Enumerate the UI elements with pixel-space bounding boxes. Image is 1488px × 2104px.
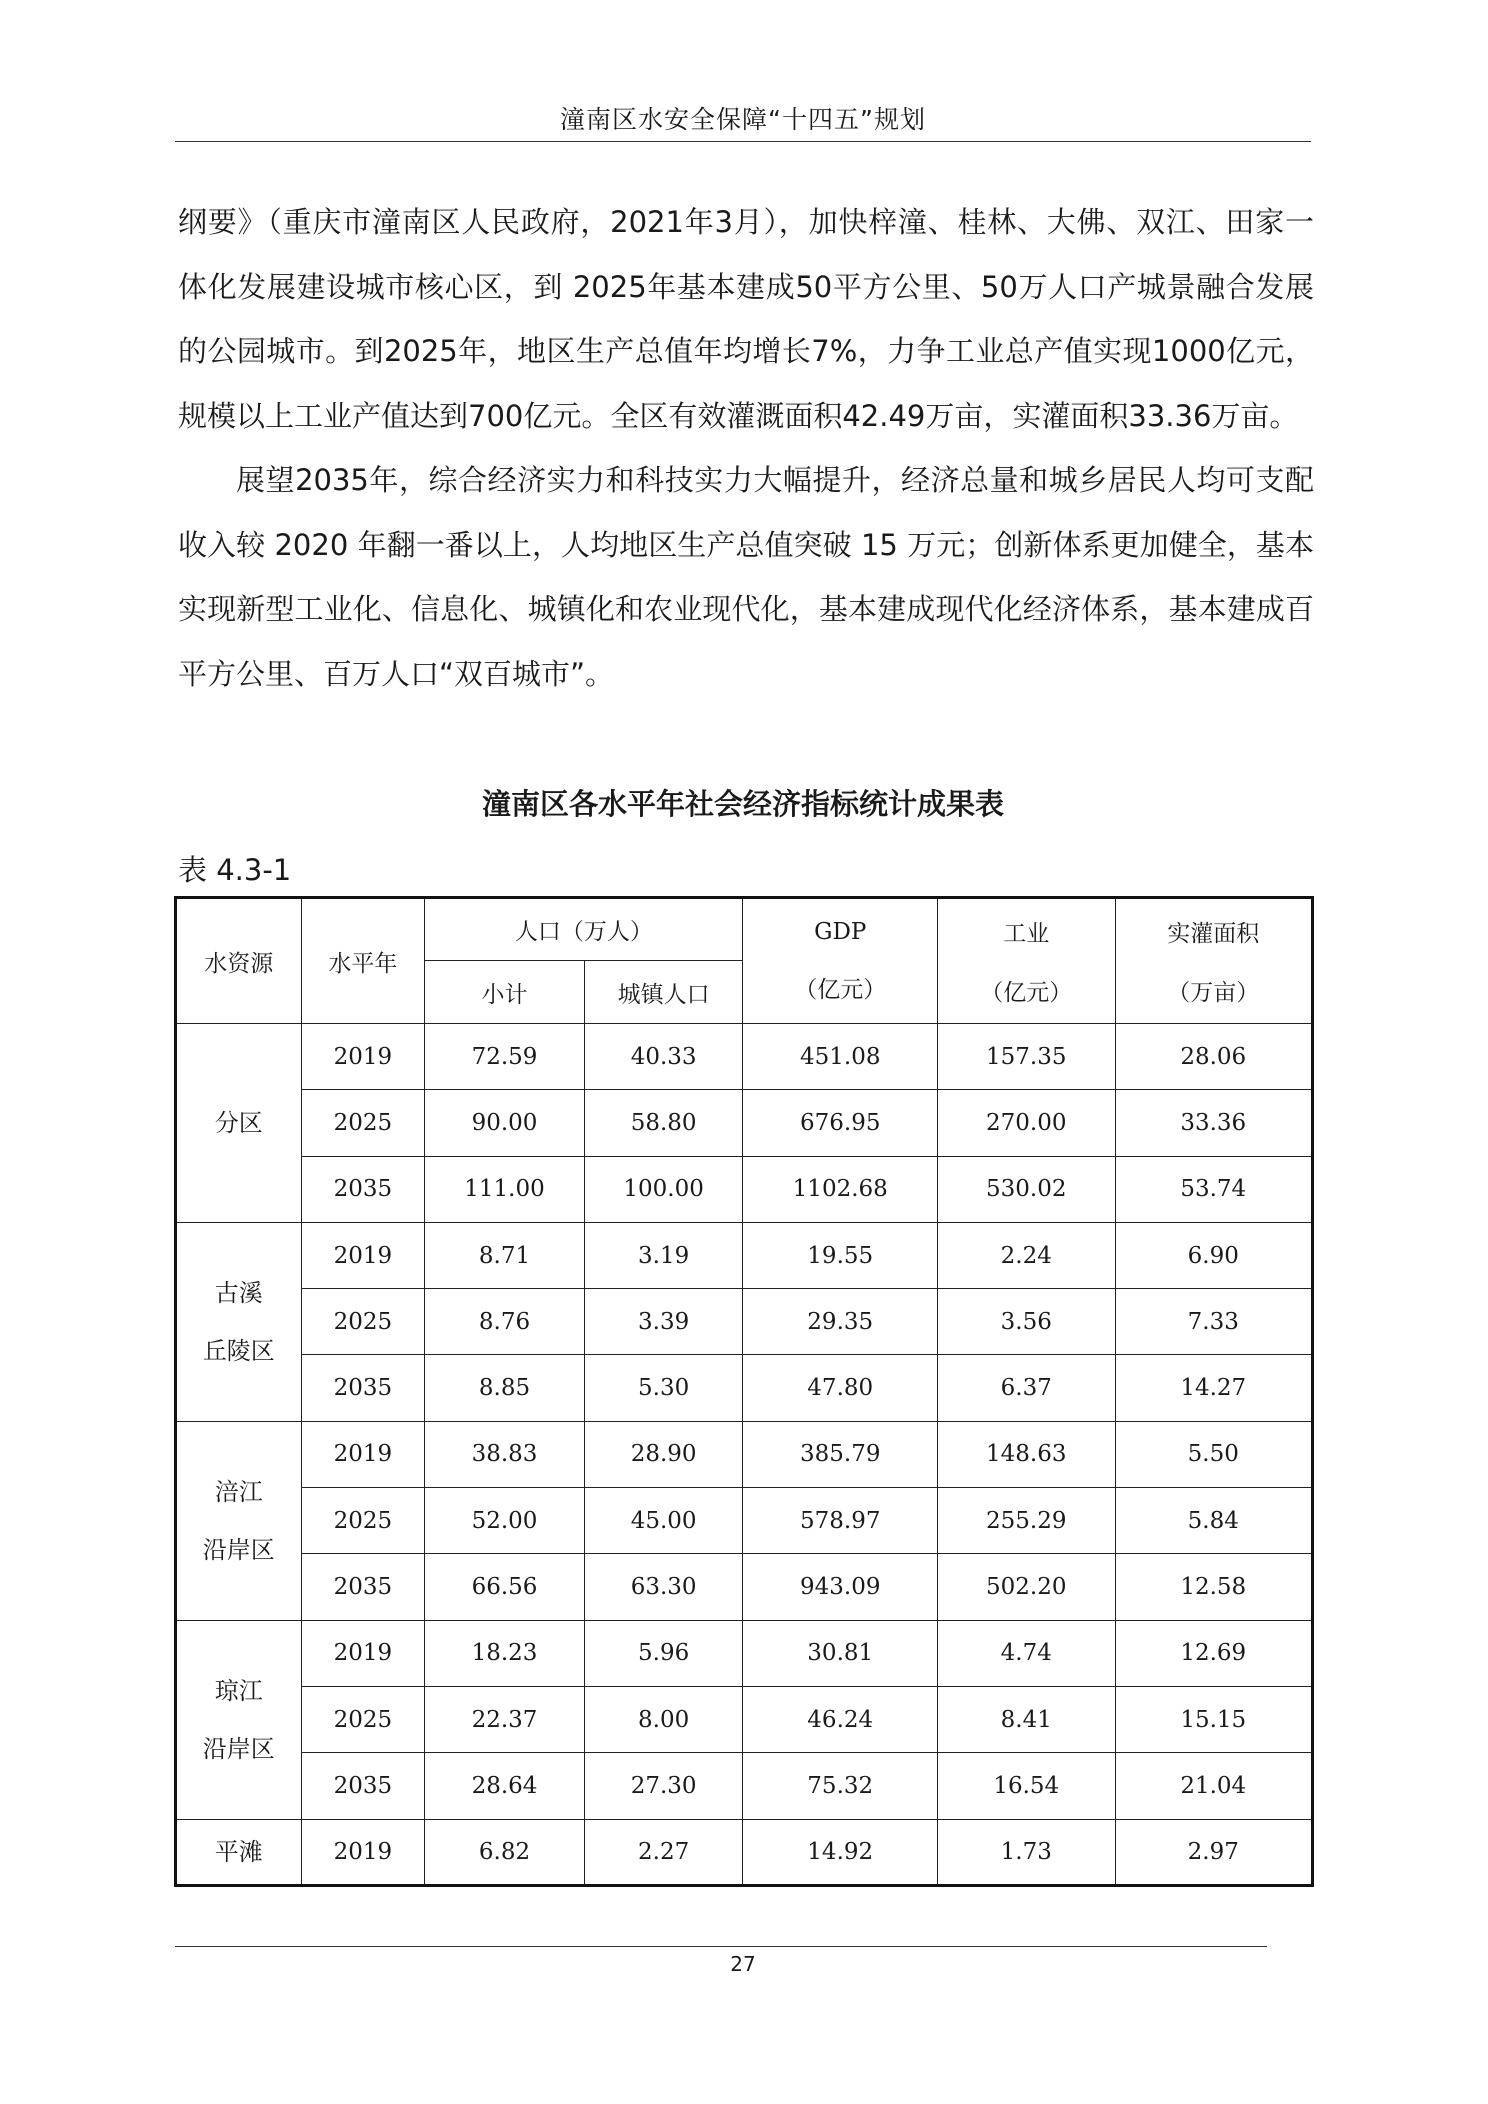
cell-irrigation: 7.33 (1115, 1289, 1312, 1355)
cell-industry: 8.41 (938, 1686, 1116, 1752)
cell-pop-total: 6.82 (425, 1819, 585, 1885)
table-body (176, 1024, 1313, 1886)
region-name-line: 平滩 (214, 1837, 263, 1866)
header-irrigation-line2: （万亩） (1167, 980, 1260, 1006)
header-divider (175, 141, 1311, 142)
region-name-line: 涪江 (214, 1477, 263, 1506)
cell-irrigation: 53.74 (1115, 1156, 1312, 1222)
cell-gdp: 46.24 (743, 1686, 938, 1752)
cell-year: 2019 (301, 1620, 425, 1686)
body-text (178, 190, 1314, 706)
header-industry (938, 898, 1116, 1024)
page-number: 27 (730, 1952, 756, 1976)
cell-year: 2025 (301, 1488, 425, 1554)
cell-year: 2025 (301, 1686, 425, 1752)
cell-irrigation: 21.04 (1115, 1753, 1312, 1819)
paragraph: 展望2035年，综合经济实力和科技实力大幅提升，经济总量和城乡居民人均可支配收入较 2020 年翻一番以上，人均地区生产总值突破 15 万元；创新体系更加健全，基本实现新型工业化、信息化、城镇化和农业现代化，基本建成现代化经济体系，基本建成百平方公里、百万人口“双百城市”。 (178, 463, 1314, 691)
table-row (176, 1753, 1313, 1819)
cell-irrigation: 6.90 (1115, 1222, 1312, 1288)
table-row (176, 1488, 1313, 1554)
cell-gdp: 1102.68 (743, 1156, 938, 1222)
cell-industry: 502.20 (938, 1554, 1116, 1620)
cell-year: 2025 (301, 1090, 425, 1156)
cell-pop-total: 72.59 (425, 1024, 585, 1090)
statistics-table (174, 896, 1314, 1887)
cell-pop-total: 90.00 (425, 1090, 585, 1156)
header-pop-total: 小计 (425, 961, 585, 1024)
header-irrigation (1115, 898, 1312, 1024)
header-year: 水平年 (301, 898, 425, 1024)
region-name-line: 古溪 (214, 1278, 263, 1307)
cell-pop-urban: 2.27 (584, 1819, 743, 1885)
header-irrigation-line1: 实灌面积 (1167, 921, 1260, 947)
cell-pop-urban: 3.39 (584, 1289, 743, 1355)
cell-year: 2019 (301, 1819, 425, 1885)
cell-gdp: 47.80 (743, 1355, 938, 1421)
cell-pop-total: 28.64 (425, 1753, 585, 1819)
region-name-line: 沿岸区 (202, 1535, 275, 1564)
cell-irrigation: 14.27 (1115, 1355, 1312, 1421)
cell-gdp: 14.92 (743, 1819, 938, 1885)
running-header: 潼南区水安全保障“十四五”规划 (560, 105, 926, 134)
cell-pop-total: 8.71 (425, 1222, 585, 1288)
cell-pop-urban: 58.80 (584, 1090, 743, 1156)
table-row (176, 1024, 1313, 1090)
cell-irrigation: 33.36 (1115, 1090, 1312, 1156)
cell-year: 2019 (301, 1222, 425, 1288)
cell-pop-total: 22.37 (425, 1686, 585, 1752)
table-row (176, 1421, 1313, 1487)
cell-year: 2019 (301, 1421, 425, 1487)
header-industry-line2: （亿元） (980, 980, 1073, 1006)
cell-industry: 16.54 (938, 1753, 1116, 1819)
region-cell (176, 1024, 302, 1223)
cell-pop-urban: 5.96 (584, 1620, 743, 1686)
cell-industry: 157.35 (938, 1024, 1116, 1090)
cell-year: 2019 (301, 1024, 425, 1090)
cell-irrigation: 5.84 (1115, 1488, 1312, 1554)
cell-industry: 255.29 (938, 1488, 1116, 1554)
header-gdp (743, 898, 938, 1024)
region-cell (176, 1819, 302, 1885)
cell-gdp: 19.55 (743, 1222, 938, 1288)
table-header-row (176, 898, 1313, 961)
cell-industry: 148.63 (938, 1421, 1116, 1487)
table-label: 表 4.3-1 (178, 853, 292, 887)
cell-gdp: 943.09 (743, 1554, 938, 1620)
cell-year: 2035 (301, 1753, 425, 1819)
cell-pop-urban: 27.30 (584, 1753, 743, 1819)
cell-industry: 530.02 (938, 1156, 1116, 1222)
cell-year: 2035 (301, 1156, 425, 1222)
header-pop-urban: 城镇人口 (584, 961, 743, 1024)
cell-irrigation: 12.69 (1115, 1620, 1312, 1686)
cell-year: 2025 (301, 1289, 425, 1355)
cell-pop-urban: 40.33 (584, 1024, 743, 1090)
cell-industry: 6.37 (938, 1355, 1116, 1421)
cell-pop-total: 111.00 (425, 1156, 585, 1222)
cell-gdp: 676.95 (743, 1090, 938, 1156)
region-name-line: 琼江 (214, 1676, 263, 1705)
cell-pop-urban: 45.00 (584, 1488, 743, 1554)
region-name-line: 沿岸区 (202, 1734, 275, 1763)
region-name-line: 丘陵区 (202, 1336, 275, 1365)
cell-gdp: 385.79 (743, 1421, 938, 1487)
table-row (176, 1156, 1313, 1222)
cell-gdp: 75.32 (743, 1753, 938, 1819)
cell-industry: 3.56 (938, 1289, 1116, 1355)
cell-gdp: 30.81 (743, 1620, 938, 1686)
table-row (176, 1222, 1313, 1288)
cell-pop-total: 52.00 (425, 1488, 585, 1554)
cell-industry: 4.74 (938, 1620, 1116, 1686)
header-population: 人口（万人） (425, 898, 743, 961)
cell-irrigation: 2.97 (1115, 1819, 1312, 1885)
table-row (176, 1355, 1313, 1421)
cell-pop-urban: 3.19 (584, 1222, 743, 1288)
table-row (176, 1289, 1313, 1355)
footer-divider (175, 1946, 1267, 1947)
cell-pop-urban: 28.90 (584, 1421, 743, 1487)
cell-industry: 270.00 (938, 1090, 1116, 1156)
cell-pop-total: 38.83 (425, 1421, 585, 1487)
region-cell (176, 1222, 302, 1421)
cell-irrigation: 15.15 (1115, 1686, 1312, 1752)
table-row (176, 1620, 1313, 1686)
header-industry-line1: 工业 (1003, 921, 1050, 947)
region-name-line: 分区 (214, 1108, 263, 1137)
table-title: 潼南区各水平年社会经济指标统计成果表 (481, 787, 1004, 821)
table-row (176, 1554, 1313, 1620)
cell-gdp: 29.35 (743, 1289, 938, 1355)
cell-year: 2035 (301, 1554, 425, 1620)
header-gdp-line1: GDP (814, 918, 867, 945)
cell-industry: 1.73 (938, 1819, 1116, 1885)
table-row (176, 1686, 1313, 1752)
header-gdp-line2: （亿元） (794, 976, 887, 1003)
table-row (176, 1090, 1313, 1156)
cell-pop-urban: 8.00 (584, 1686, 743, 1752)
table-row (176, 1819, 1313, 1885)
cell-irrigation: 28.06 (1115, 1024, 1312, 1090)
cell-gdp: 451.08 (743, 1024, 938, 1090)
cell-industry: 2.24 (938, 1222, 1116, 1288)
cell-year: 2035 (301, 1355, 425, 1421)
cell-pop-urban: 63.30 (584, 1554, 743, 1620)
region-cell (176, 1620, 302, 1819)
cell-pop-total: 8.85 (425, 1355, 585, 1421)
cell-pop-urban: 100.00 (584, 1156, 743, 1222)
cell-pop-total: 8.76 (425, 1289, 585, 1355)
region-cell (176, 1421, 302, 1620)
paragraph: 纲要》（重庆市潼南区人民政府，2021年3月），加快梓潼、桂林、大佛、双江、田家一体化发展建设城市核心区，到 2025年基本建成50平方公里、50万人口产城景融合发展的公园城市。到2025年，地区生产总值年均增长7%，力争工业总产值实现1000亿元，规模以上工业产值达到700亿元。全区有效灌溉面积42.49万亩，实灌面积33.36万亩。 (178, 205, 1314, 433)
cell-pop-urban: 5.30 (584, 1355, 743, 1421)
cell-gdp: 578.97 (743, 1488, 938, 1554)
cell-pop-total: 18.23 (425, 1620, 585, 1686)
header-region: 水资源 (176, 898, 302, 1024)
cell-irrigation: 5.50 (1115, 1421, 1312, 1487)
cell-irrigation: 12.58 (1115, 1554, 1312, 1620)
cell-pop-total: 66.56 (425, 1554, 585, 1620)
